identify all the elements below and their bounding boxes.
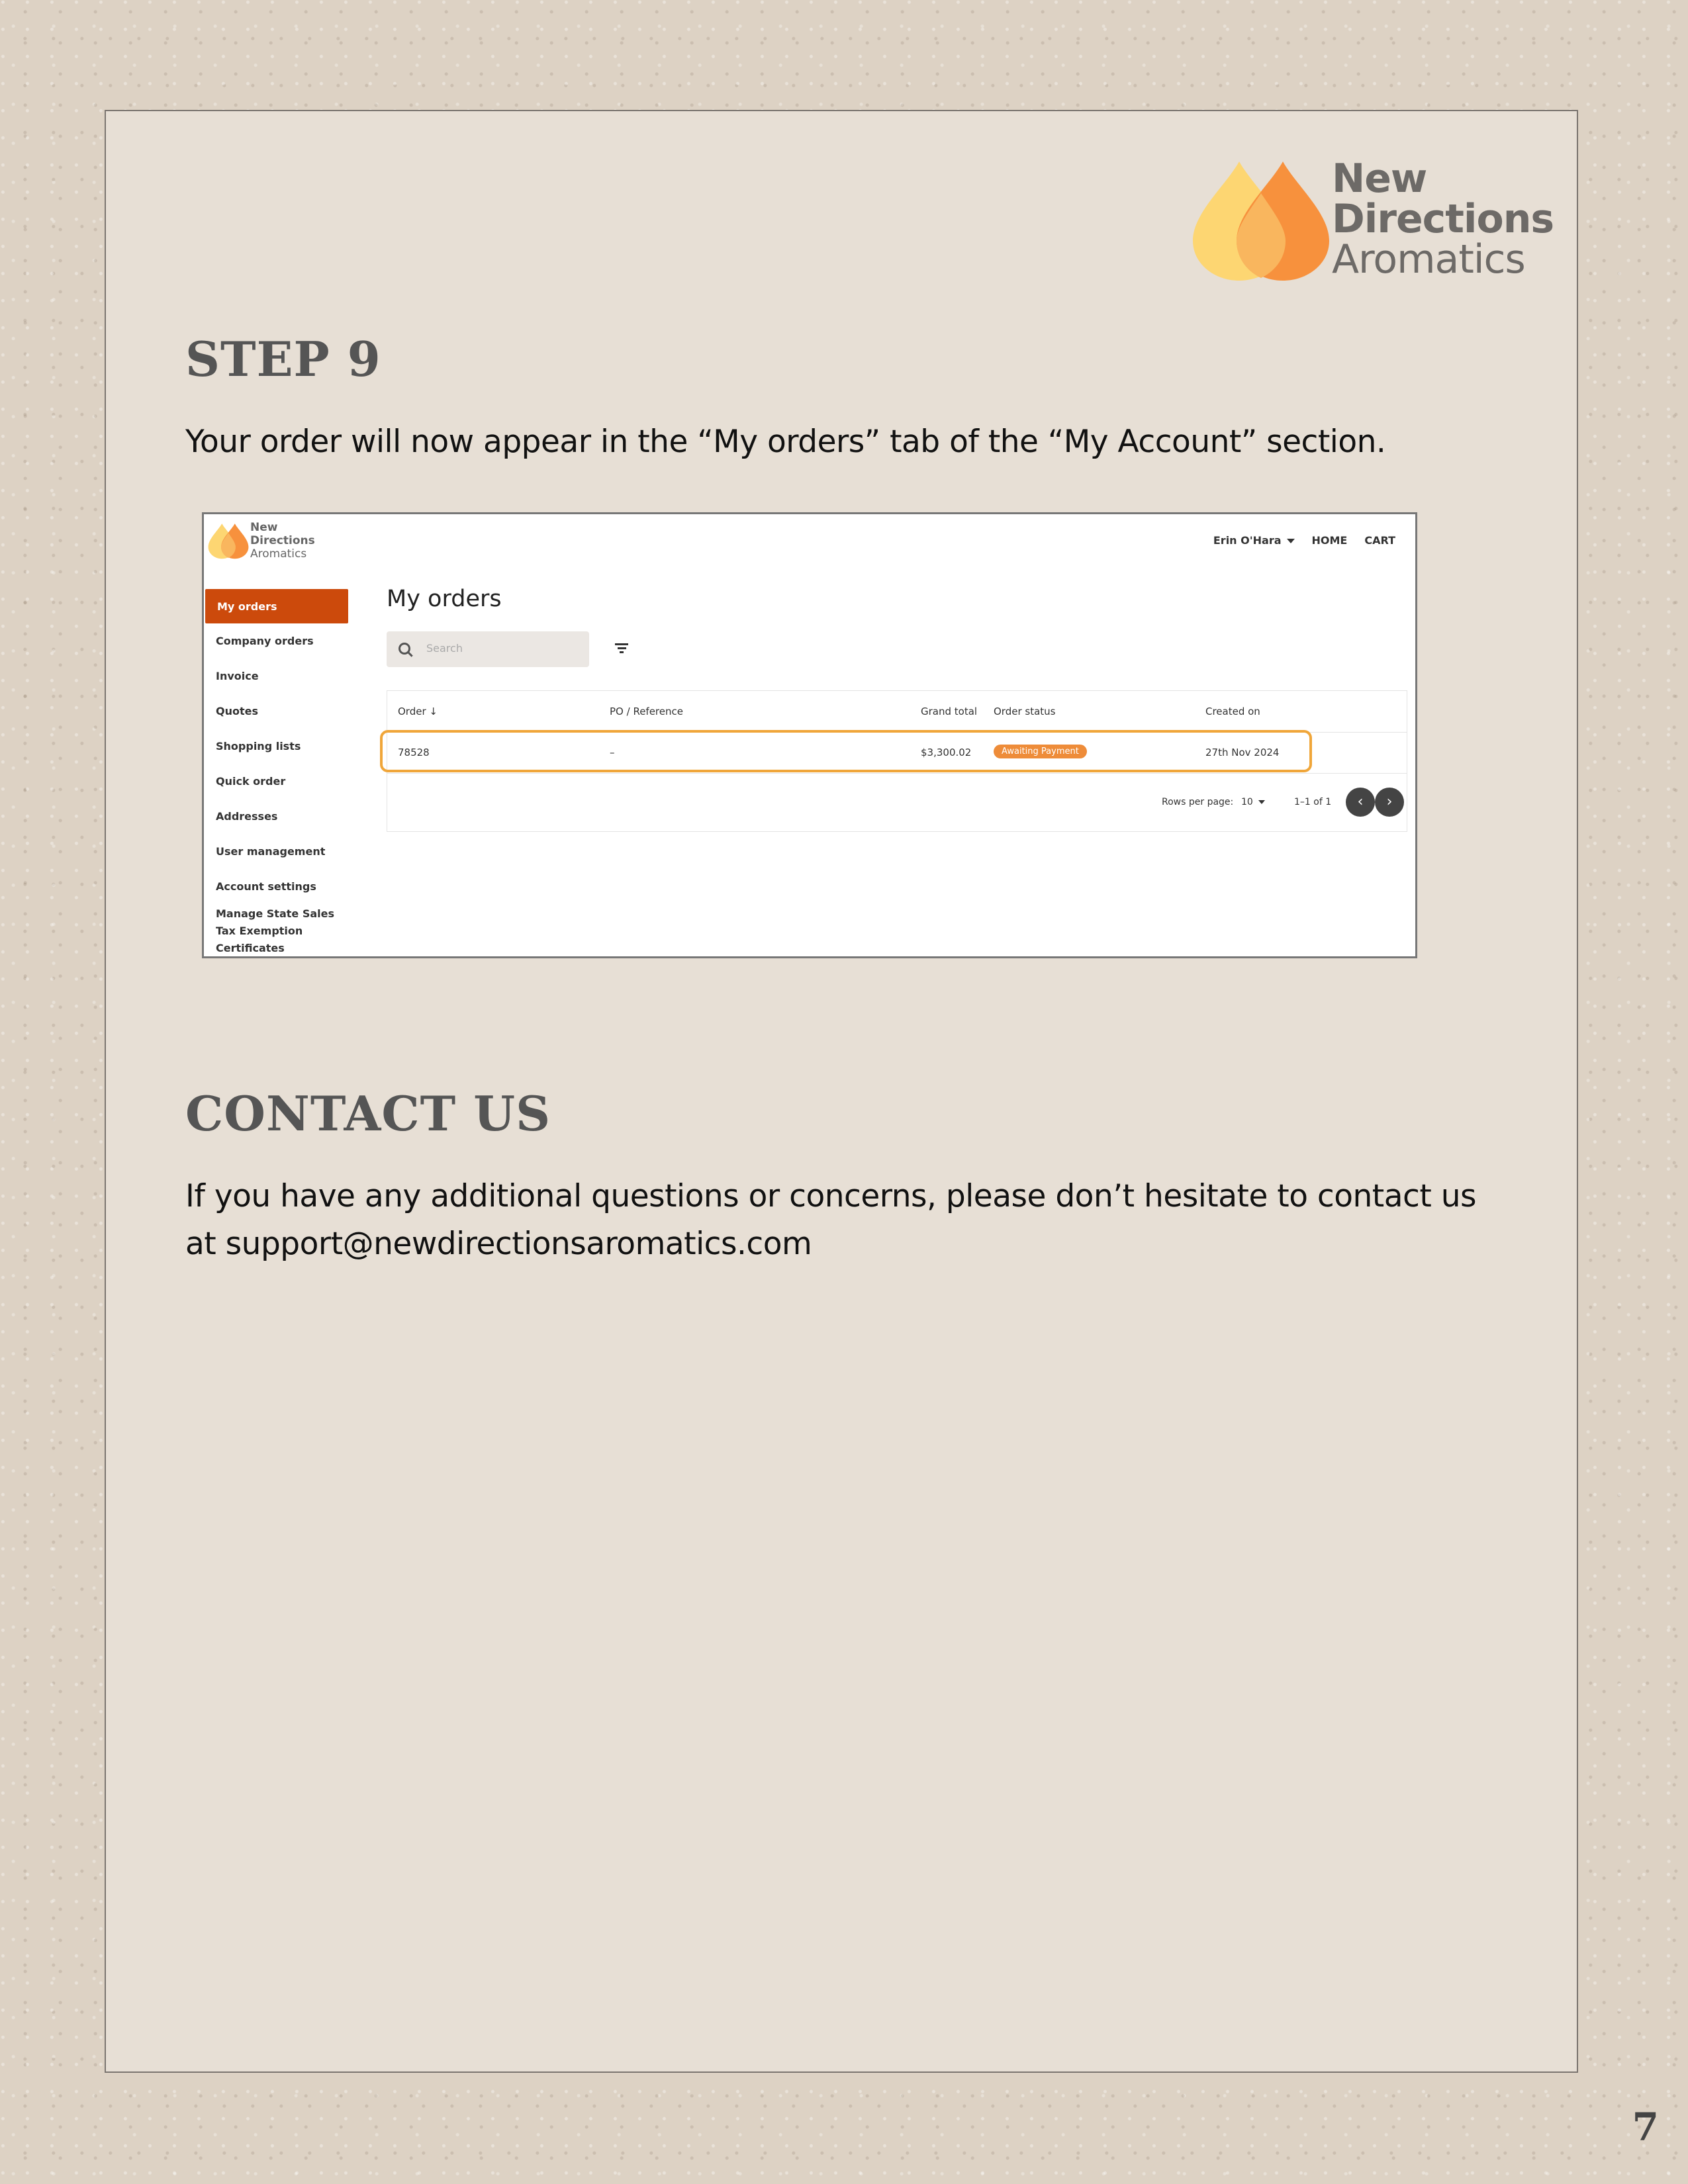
droplets-icon [1192,159,1331,285]
next-page-button[interactable] [1375,788,1404,817]
order-number[interactable]: 78528 [398,747,430,758]
column-order-status: Order status [994,705,1056,717]
grand-total: $3,300.02 [921,747,972,758]
chevron-down-icon [1258,800,1265,804]
sidebar-item-user-management[interactable]: User management [216,845,326,858]
search-icon [399,643,410,655]
column-po-reference: PO / Reference [610,705,683,717]
pagination [387,773,1407,831]
sidebar-item-tax-exemption[interactable]: Manage State Sales Tax Exemption Certificates [216,907,334,954]
mini-logo-new: New [250,521,278,534]
page-number: 7 [1632,2105,1659,2150]
page-title: My orders [387,586,502,612]
mini-logo-aromatics: Aromatics [250,547,307,561]
user-name: Erin O'Hara [1213,534,1282,547]
arrow-down-icon: ↓ [429,705,438,717]
top-nav [1213,534,1395,547]
logo-text-new: New [1332,156,1427,202]
mini-brand-logo [208,521,340,561]
prev-page-button[interactable] [1346,788,1375,817]
step-text: Your order will now appear in the “My orders” tab of the “My Account” section. [185,424,1386,460]
table-header [387,691,1407,733]
sidebar-item-addresses[interactable]: Addresses [216,810,278,823]
column-created-on: Created on [1205,705,1260,717]
po-reference: – [610,747,615,758]
sidebar-item-invoice[interactable]: Invoice [216,670,259,682]
step-heading: STEP 9 [185,331,381,387]
account-sidebar [204,589,350,954]
chevron-right-icon: › [1386,794,1393,810]
sidebar-item-shopping-lists[interactable]: Shopping lists [216,740,301,752]
chevron-down-icon [1287,539,1295,543]
droplets-icon [208,521,249,562]
search-input[interactable] [387,631,589,667]
contact-heading: CONTACT US [185,1085,551,1142]
brand-logo [1192,156,1554,285]
home-link[interactable]: HOME [1311,534,1348,547]
status-badge: Awaiting Payment [994,745,1087,758]
chevron-left-icon: ‹ [1357,794,1364,810]
search-placeholder: Search [426,642,463,655]
sidebar-item-company-orders[interactable]: Company orders [216,635,314,647]
order-row-highlight [380,730,1312,772]
filter-icon[interactable] [614,643,629,654]
sidebar-item-quick-order[interactable]: Quick order [216,775,286,788]
column-order[interactable]: Order ↓ [398,705,438,717]
mini-logo-directions: Directions [250,534,315,547]
sidebar-item-quotes[interactable]: Quotes [216,705,259,717]
user-menu[interactable] [1213,534,1295,547]
contact-line-2: at support@newdirectionsaromatics.com [185,1226,812,1262]
logo-text-aromatics: Aromatics [1332,236,1525,283]
rows-per-page-select[interactable]: 10 [1241,797,1265,807]
created-on: 27th Nov 2024 [1205,747,1280,758]
rows-per-page-label: Rows per page: [1162,797,1234,807]
page-range: 1–1 of 1 [1294,797,1332,807]
sidebar-item-account-settings[interactable]: Account settings [216,880,316,893]
column-grand-total: Grand total [921,705,978,717]
cart-link[interactable]: CART [1364,534,1395,547]
sidebar-item-my-orders[interactable]: My orders [205,589,348,623]
account-screenshot [202,512,1417,958]
logo-text-directions: Directions [1332,196,1554,242]
contact-line-1: If you have any additional questions or concerns, please don’t hesitate to contact us [185,1178,1477,1214]
